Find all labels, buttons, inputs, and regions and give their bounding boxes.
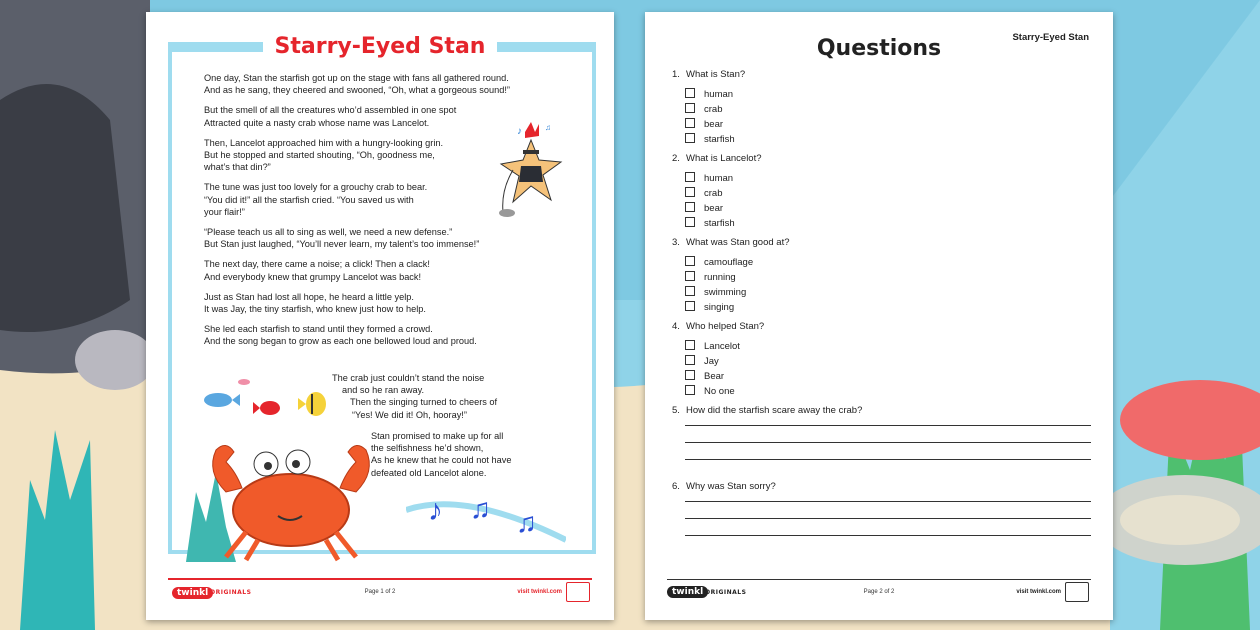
poem-line: your flair!” — [204, 206, 245, 217]
question-number: 2. — [672, 153, 680, 164]
answer-line[interactable] — [685, 501, 1091, 502]
svg-text:♪: ♪ — [428, 494, 443, 527]
page-number: Page 1 of 2 — [364, 589, 396, 595]
question-number: 6. — [672, 481, 680, 492]
answer-option[interactable] — [685, 355, 719, 367]
checkbox[interactable] — [685, 187, 695, 197]
checkbox[interactable] — [685, 202, 695, 212]
poem-line: what’s that din?” — [204, 162, 271, 173]
option-label: bear — [704, 119, 724, 130]
answer-option[interactable] — [685, 202, 723, 214]
question — [672, 153, 762, 164]
lancelot-crab-illustration — [186, 432, 396, 562]
checkbox[interactable] — [685, 118, 695, 128]
stanza — [204, 291, 544, 315]
svg-text:♪: ♪ — [517, 126, 522, 137]
question-text: How did the starfish scare away the crab? — [686, 405, 863, 416]
poem-line: “You did it!” all the starfish cried. “You saved us with — [204, 194, 414, 205]
poem-line: Then the singing turned to cheers of — [350, 397, 498, 408]
question — [672, 481, 776, 492]
checkbox[interactable] — [685, 172, 695, 182]
checkbox[interactable] — [685, 385, 695, 395]
option-label: singing — [704, 302, 735, 313]
poem-line: and so he ran away. — [342, 385, 425, 396]
option-label: bear — [704, 203, 724, 214]
question-number: 1. — [672, 69, 680, 80]
svg-text:♫: ♫ — [545, 123, 551, 132]
site-link[interactable]: visit twinkl.com — [1016, 589, 1061, 595]
questions-page — [645, 12, 1113, 620]
checkbox[interactable] — [685, 301, 695, 311]
answer-option[interactable] — [685, 340, 740, 352]
option-label: crab — [704, 104, 723, 115]
page-footer — [667, 579, 1091, 602]
page-title: Starry-Eyed Stan — [146, 34, 614, 59]
poem-line: But the smell of all the creatures who’d assembled in one spot — [204, 105, 457, 116]
answer-line[interactable] — [685, 442, 1091, 443]
poem-line: “Yes! We did it! Oh, hooray!” — [352, 409, 467, 420]
answer-option[interactable] — [685, 256, 753, 268]
site-link[interactable]: visit twinkl.com — [517, 589, 562, 595]
checkbox[interactable] — [685, 370, 695, 380]
page-footer — [168, 578, 592, 602]
poem-line: One day, Stan the starfish got up on the stage with fans all gathered round. — [204, 73, 509, 83]
stanza — [204, 72, 544, 96]
poem-line: Then, Lancelot approached him with a hungry-looking grin. — [204, 137, 444, 148]
question-text: What is Lancelot? — [686, 153, 762, 164]
originals-label: ORIGINALS — [210, 589, 252, 596]
option-label: starfish — [704, 134, 735, 145]
svg-text:♫: ♫ — [516, 507, 537, 538]
checkbox[interactable] — [685, 355, 695, 365]
poem-line: And everybody knew that grumpy Lancelot was back! — [204, 271, 422, 282]
poem-line: the selfishness he’d shown, — [371, 443, 484, 454]
answer-option[interactable] — [685, 133, 735, 145]
poem-line: But he stopped and started shouting, “Oh, goodness me, — [204, 150, 435, 161]
answer-option[interactable] — [685, 217, 735, 229]
checkbox[interactable] — [685, 340, 695, 350]
poem-line: Stan promised to make up for all — [371, 431, 504, 441]
answer-line[interactable] — [685, 425, 1091, 426]
poem-line: As he knew that he could not have — [371, 455, 512, 466]
answer-line[interactable] — [685, 535, 1091, 536]
originals-label: ORIGINALS — [705, 589, 747, 596]
quality-badge-icon — [566, 582, 590, 602]
answer-option[interactable] — [685, 172, 733, 184]
poem-line: “Please teach us all to sing as well, we need a new defense.” — [204, 227, 453, 238]
poem-line: Just as Stan had lost all hope, he heard a little yelp. — [204, 291, 414, 302]
option-label: human — [704, 173, 734, 184]
answer-option[interactable] — [685, 103, 722, 115]
poem-line: And as he sang, they cheered and swooned, “Oh, what a gorgeous sound!” — [204, 85, 510, 96]
answer-line[interactable] — [685, 459, 1091, 460]
music-notes-illustration — [406, 470, 566, 550]
checkbox[interactable] — [685, 133, 695, 143]
option-label: Jay — [704, 356, 719, 367]
checkbox[interactable] — [685, 256, 695, 266]
option-label: Bear — [704, 371, 725, 382]
question — [672, 405, 862, 416]
checkbox[interactable] — [685, 88, 695, 98]
page-number: Page 2 of 2 — [863, 589, 895, 595]
stan-starfish-illustration — [491, 120, 573, 218]
question-text: Why was Stan sorry? — [686, 481, 776, 492]
questions-subtitle: Starry-Eyed Stan — [1012, 32, 1089, 43]
answer-option[interactable] — [685, 187, 722, 199]
poem-line: The crab just couldn’t stand the noise — [332, 373, 485, 383]
question-number: 3. — [672, 237, 680, 248]
poem-line: It was Jay, the tiny starfish, who knew just how to help. — [204, 304, 426, 315]
answer-option[interactable] — [685, 385, 735, 397]
option-label: running — [704, 272, 736, 283]
checkbox[interactable] — [685, 217, 695, 227]
quality-badge-icon — [1065, 582, 1089, 602]
poem-line: Attracted quite a nasty crab whose name was Lancelot. — [204, 117, 430, 128]
option-label: camouflage — [704, 257, 754, 268]
stanza-9 — [332, 372, 497, 421]
story-page — [146, 12, 614, 620]
question — [672, 69, 745, 80]
answer-option[interactable] — [685, 286, 746, 298]
option-label: swimming — [704, 287, 747, 298]
twinkl-logo: twinkl — [172, 587, 213, 599]
fish-illustration — [198, 374, 348, 424]
option-label: human — [704, 89, 734, 100]
answer-option[interactable] — [685, 301, 734, 313]
poem-line: defeated old Lancelot alone. — [371, 467, 487, 478]
answer-option[interactable] — [685, 271, 736, 283]
option-label: No one — [704, 386, 735, 397]
option-label: starfish — [704, 218, 735, 229]
option-label: Lancelot — [704, 341, 740, 352]
poem-line: The next day, there came a noise; a click! Then a clack! — [204, 259, 430, 270]
svg-text:♫: ♫ — [470, 493, 491, 524]
stanza — [204, 226, 544, 250]
questions-title: Questions — [816, 36, 942, 61]
poem-line: But Stan just laughed, “You’ll never learn, my talent’s too immense!” — [204, 239, 480, 250]
question-text: Who helped Stan? — [686, 321, 765, 332]
stanza — [204, 323, 544, 347]
answer-option[interactable] — [685, 88, 733, 100]
poem-line: And the song began to grow as each one bellowed loud and proud. — [204, 336, 477, 347]
poem-line: She led each starfish to stand until they formed a crowd. — [204, 324, 433, 335]
question-text: What was Stan good at? — [686, 237, 790, 248]
twinkl-logo: twinkl — [667, 586, 708, 598]
question — [672, 237, 790, 248]
answer-option[interactable] — [685, 118, 723, 130]
checkbox[interactable] — [685, 286, 695, 296]
answer-option[interactable] — [685, 370, 724, 382]
stanza — [204, 258, 544, 282]
question-number: 4. — [672, 321, 680, 332]
checkbox[interactable] — [685, 271, 695, 281]
question — [672, 321, 764, 332]
question-text: What is Stan? — [686, 69, 746, 80]
checkbox[interactable] — [685, 103, 695, 113]
question-number: 5. — [672, 405, 680, 416]
option-label: crab — [704, 188, 723, 199]
answer-line[interactable] — [685, 518, 1091, 519]
poem-line: The tune was just too lovely for a grouchy crab to bear. — [204, 182, 428, 193]
